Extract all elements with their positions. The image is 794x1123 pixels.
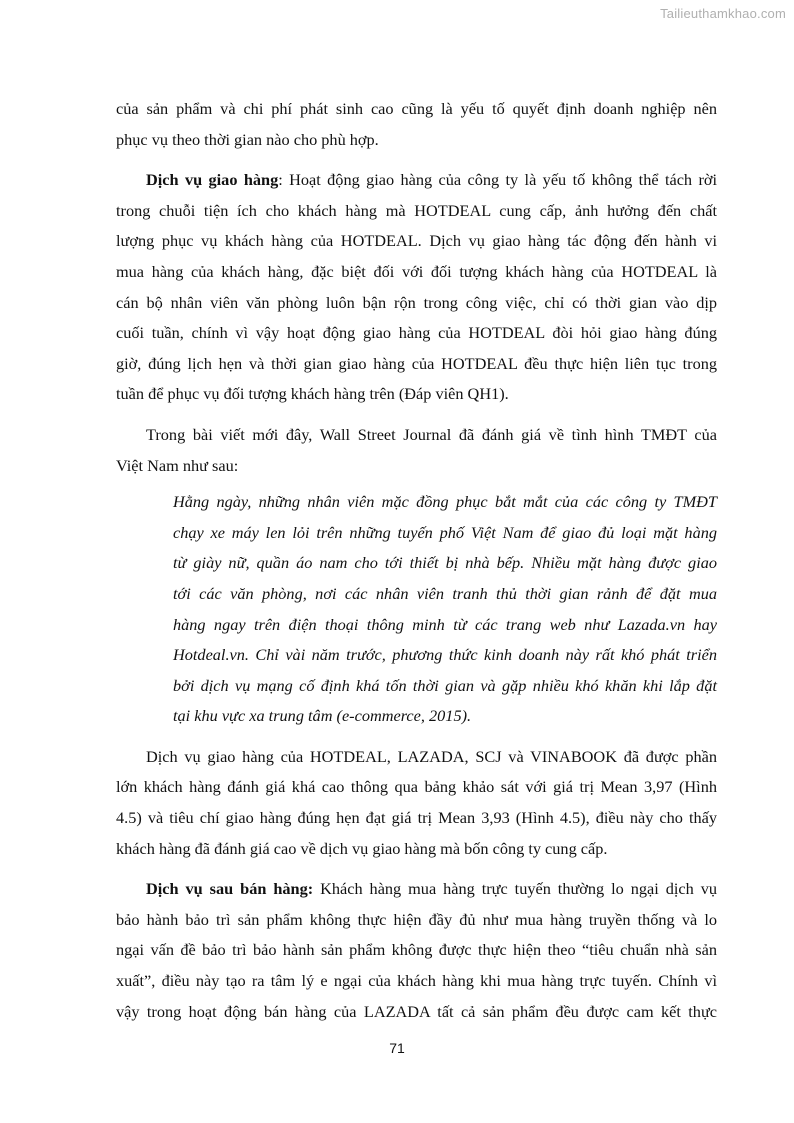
text-line: xuất”, điều này tạo ra tâm lý e ngại của khách hàng khi mua hàng trực tuyến. Chính vì bbox=[116, 971, 717, 991]
paragraph-delivery-rating bbox=[116, 742, 717, 864]
quote-line: tới các văn phòng, nơi các nhân viên tranh thủ thời gian rảnh để đặt mua bbox=[173, 583, 717, 603]
text-line: Trong bài viết mới đây, Wall Street Journal đã đánh giá về tình hình TMĐT của bbox=[146, 424, 717, 444]
quote-line: hàng ngay trên điện thoại thông minh từ các trang web như Lazada.vn hay bbox=[173, 614, 717, 634]
text-run: Khách hàng mua hàng trực tuyến thường lo ngại dịch vụ bbox=[313, 879, 717, 899]
page-number: 71 bbox=[389, 1040, 405, 1056]
text-line: cuối tuần, chính vì vậy hoạt động giao hàng của HOTDEAL đòi hỏi giao hàng đúng bbox=[116, 323, 717, 343]
paragraph-intro-continued bbox=[116, 94, 717, 155]
text-line: phục vụ theo thời gian nào cho phù hợp. bbox=[116, 129, 379, 149]
text-line: Việt Nam như sau: bbox=[116, 455, 239, 475]
text-line: trong chuỗi tiện ích cho khách hàng mà HOTDEAL cung cấp, ảnh hưởng đến chất bbox=[116, 200, 717, 220]
paragraph-wsj-intro bbox=[116, 420, 717, 481]
quote-line: chạy xe máy len lỏi trên những tuyến phố Việt Nam để giao đủ loại mặt hàng bbox=[173, 522, 717, 542]
document-body bbox=[116, 94, 717, 1027]
text-line: khách hàng đã đánh giá cao về dịch vụ giao hàng mà bốn công ty cung cấp. bbox=[116, 838, 608, 858]
paragraph-delivery-service bbox=[116, 165, 717, 410]
quote-line: bởi dịch vụ mạng cố định khá tốn thời gian và gặp nhiều khó khăn khi lắp đặt bbox=[173, 675, 717, 695]
text-line: 4.5) và tiêu chí giao hàng đúng hẹn đạt giá trị Mean 3,93 (Hình 4.5), điều này cho thấy bbox=[116, 808, 717, 828]
section-lead-delivery: Dịch vụ giao hàng bbox=[146, 170, 279, 190]
text-line: ngại vấn đề bảo trì bảo hành sản phẩm không được thực hiện theo “tiêu chuẩn nhà sản bbox=[116, 940, 717, 960]
text-line: của sản phẩm và chi phí phát sinh cao cũng là yếu tố quyết định doanh nghiệp nên bbox=[116, 99, 717, 118]
paragraph-after-sales-service bbox=[116, 874, 717, 1027]
quote-line: Hotdeal.vn. Chỉ vài năm trước, phương thức kinh doanh này rất khó phát triển bbox=[173, 645, 717, 665]
section-lead-after-sales: Dịch vụ sau bán hàng: bbox=[146, 879, 314, 899]
text-line: bảo hành bảo trì sản phẩm không thực hiện đầy đủ như mua hàng truyền thống và lo bbox=[116, 909, 717, 929]
text-line: tuần để phục vụ đối tượng khách hàng trên (Đáp viên QH1). bbox=[116, 384, 509, 404]
text-line: cán bộ nhân viên văn phòng luôn bận rộn trong công việc, chỉ có thời gian vào dịp bbox=[116, 292, 717, 312]
text-line: Dịch vụ giao hàng của HOTDEAL, LAZADA, SCJ và VINABOOK đã được phần bbox=[146, 746, 717, 766]
quote-line: từ giày nữ, quần áo nam cho tới thiết bị nhà bếp. Nhiều mặt hàng được giao bbox=[173, 553, 717, 573]
quote-line: Hằng ngày, những nhân viên mặc đồng phục bắt mắt của các công ty TMĐT bbox=[173, 492, 717, 512]
text-line: lớn khách hàng đánh giá khá cao thông qua bảng khảo sát với giá trị Mean 3,97 (Hình bbox=[116, 777, 717, 797]
text-line: mua hàng của khách hàng, đặc biệt đối với đối tượng khách hàng của HOTDEAL là bbox=[116, 261, 717, 281]
text-line: lượng phục vụ khách hàng của HOTDEAL. Dịch vụ giao hàng tác động đến hành vi bbox=[116, 231, 717, 251]
text-line: vậy trong hoạt động bán hàng của LAZADA tất cả sản phẩm đều được cam kết thực bbox=[116, 1001, 717, 1021]
quote-line: tại khu vực xa trung tâm (e-commerce, 2015). bbox=[173, 706, 472, 726]
text-line bbox=[116, 874, 717, 905]
watermark: Tailieuthamkhao.com bbox=[660, 6, 786, 21]
text-line: giờ, đúng lịch hẹn và thời gian giao hàng của HOTDEAL đều thực hiện liên tục trong bbox=[116, 353, 717, 373]
block-quote bbox=[116, 487, 717, 732]
text-line bbox=[116, 165, 717, 196]
text-run: : Hoạt động giao hàng của công ty là yếu tố không thể tách rời bbox=[278, 170, 717, 190]
